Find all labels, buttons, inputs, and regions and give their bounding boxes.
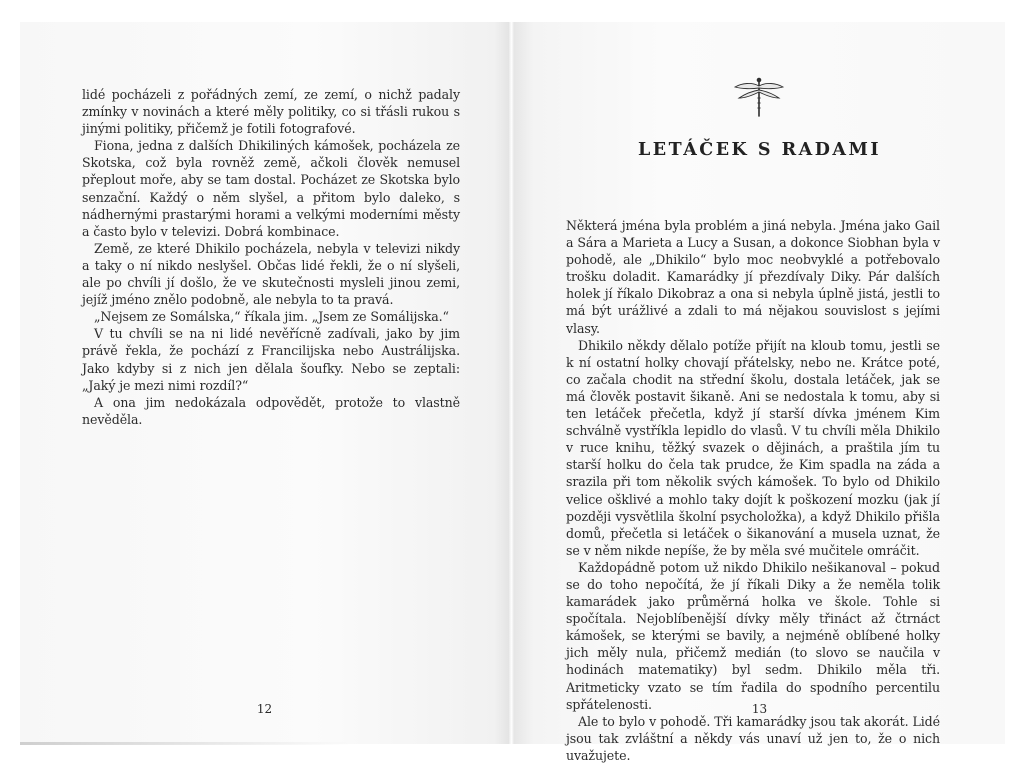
paragraph: Fiona, jedna z dalších Dhikiliných kámošek, pocházela ze Skotska, což byla rovněž země, ačkoli člověk nemusel přeplout moře, aby se tam dostal. Pocházet ze Skotska bylo senzační. Každý o něm slyšel, a přitom bylo daleko, s nádhernými prastarými horami a velkými moderními městy a často bylo v televizi. Dobrá kombinace.	[82, 138, 460, 239]
paragraph: A ona jim nedokázala odpovědět, protože to vlastně nevěděla.	[82, 394, 460, 427]
right-page	[514, 22, 1005, 763]
chapter-title: LETÁČEK S RADAMI	[637, 140, 882, 160]
paragraph: Ale to bylo v pohodě. Tři kamarádky jsou tak akorát. Lidé jsou tak zvláštní a někdy vás unaví už jen to, že o nich uvažujete.	[566, 713, 940, 763]
paragraph: Některá jména byla problém a jiná nebyla. Jména jako Gail a Sára a Marieta a Lucy a Susan, a dokonce Siobhan byla v pohodě, ale „Dhikilo“ bylo moc neobvyklé a potřebovalo trošku doladit. Kamarádky jí přezdívaly Diky. Pár dalších holek jí říkalo Dikobraz a ona si nebyla úplně jistá, jestli to má být urážlivé a zdali to má nějakou souvislost s jejími vlasy.	[566, 218, 940, 336]
page-edge-shadow	[20, 742, 350, 745]
right-page-text	[566, 217, 940, 764]
page-number: 12	[256, 702, 273, 716]
paragraph: Každopádně potom už nikdo Dhikilo nešikanoval – pokud se do toho nepočítá, že jí říkali Diky a že neměla tolik kamarádek jako průměrná holka ve škole. Tohle si spočítala. Nejoblíbenější dívky měly třináct až čtrnáct kámošek, se kterými se bavily, a nejméně oblíbené holky jich měly nula, přičemž medián (to slovo se naučila v hodinách matematiky) byl sedm. Dhikilo měla tři. Aritmeticky vzato se tím řadila do spodního percentilu spřátelenosti.	[566, 559, 940, 712]
paragraph: Země, ze které Dhikilo pocházela, nebyla v televizi nikdy a taky o ní nikdo neslyšel. Občas lidé řekli, že o ní slyšeli, ale po chvíli jí došlo, že ve skutečnosti mysleli jinou zemi, jejíž jméno znělo podobně, ale nebyla to ta pravá.	[82, 240, 460, 308]
page-number: 13	[751, 702, 768, 716]
paragraph: „Nejsem ze Somálska,“ říkala jim. „Jsem ze Somálijska.“	[94, 309, 449, 325]
left-page	[20, 22, 509, 744]
paragraph: Dhikilo někdy dělalo potíže přijít na kloub tomu, jestli se k ní ostatní holky chovají přátelsky, nebo ne. Krátce poté, co začala chodit na střední školu, dostala letáček, jak se má člověk postavit šikaně. Ani se nedostala k tomu, aby si ten letáček přečetla, když jí starší dívka jménem Kim schválně vystříkla lepidlo do vlasů. V tu chvíli měla Dhikilo v ruce knihu, těžký svazek o dějinách, a praštila jím tu starší holku do čela tak prudce, že Kim spadla na záda a srazila při tom několik svých kámošek. To bylo od Dhikilo velice ošklivé a mohlo taky dojít k poškození mozku (jak jí později vysvětlila školní psycholožka), a když Dhikilo přišla domů, přečetla si letáček o šikanování a musela uznat, že se v něm nikde nepíše, že by měla své mučitele omráčit.	[566, 337, 940, 558]
paragraph: V tu chvíli se na ni lidé nevěřícně zadívali, jako by jim právě řekla, že pochází z Francilijska nebo Austrálijska. Jako kdyby si z nich jen dělala šoufky. Nebo se zeptali: „Jaký je mezi nimi rozdíl?“	[82, 326, 460, 393]
left-page-text	[82, 86, 460, 428]
paragraph: lidé pocházeli z pořádných zemí, ze zemí, o nichž padaly zmínky v novinách a které měly politiky, co si třásli rukou s jinými politiky, přičemž je fotili fotografové.	[82, 87, 460, 137]
dragonfly-icon	[732, 74, 786, 120]
